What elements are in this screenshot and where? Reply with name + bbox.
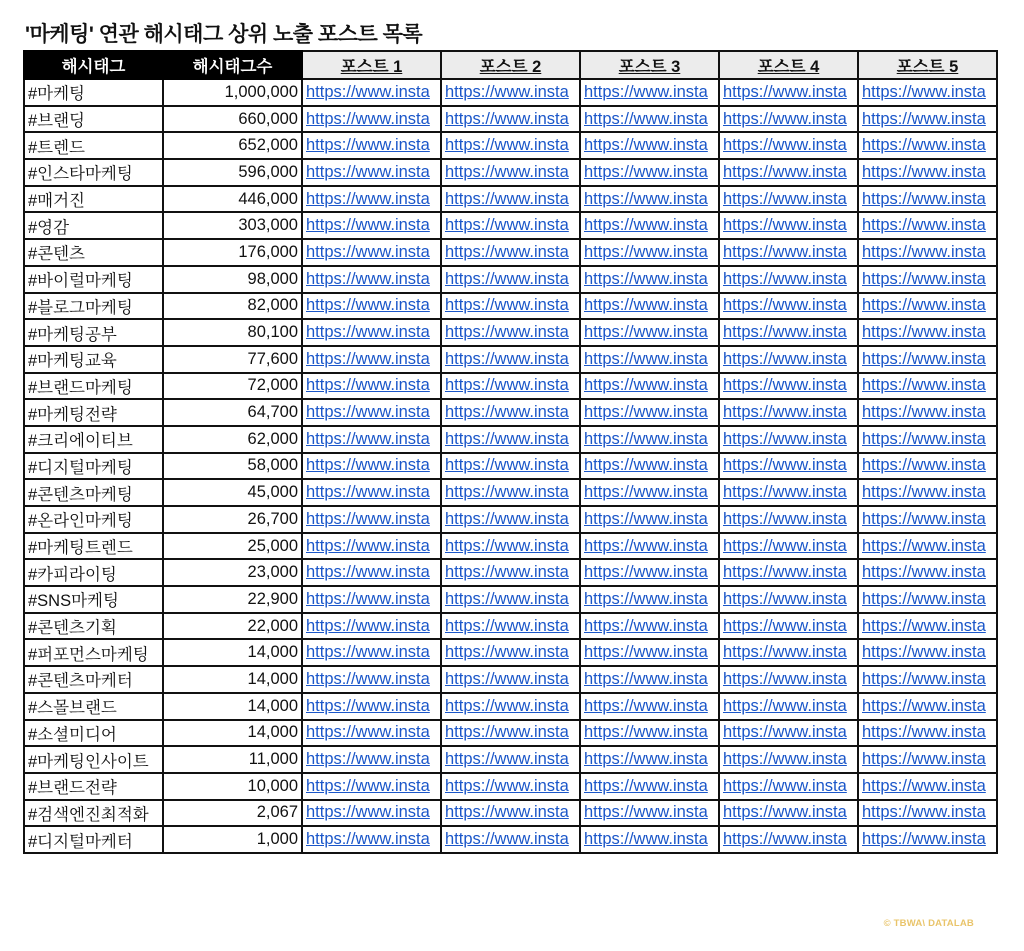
post-5-link[interactable]: https://www.insta: [858, 132, 997, 159]
post-4-link[interactable]: https://www.insta: [719, 373, 858, 400]
header-post-1: 포스트 1: [302, 51, 441, 79]
post-2-link[interactable]: https://www.insta: [441, 746, 580, 773]
post-5-link[interactable]: https://www.insta: [858, 800, 997, 827]
post-3-link[interactable]: https://www.insta: [580, 693, 719, 720]
post-1-link[interactable]: https://www.insta: [302, 800, 441, 827]
post-5-link[interactable]: https://www.insta: [858, 79, 997, 106]
hashtag-cell: #콘텐츠기획: [24, 613, 163, 640]
post-4-link[interactable]: https://www.insta: [719, 506, 858, 533]
post-3-link[interactable]: https://www.insta: [580, 746, 719, 773]
post-1-link[interactable]: https://www.insta: [302, 666, 441, 693]
post-4-link[interactable]: https://www.insta: [719, 773, 858, 800]
post-1-link[interactable]: https://www.insta: [302, 720, 441, 747]
table-header-row: [24, 51, 997, 79]
table-row: [24, 239, 997, 266]
post-4-link[interactable]: https://www.insta: [719, 453, 858, 480]
post-3-link[interactable]: https://www.insta: [580, 586, 719, 613]
hashtag-cell: #디지털마케터: [24, 826, 163, 853]
post-1-link[interactable]: https://www.insta: [302, 106, 441, 133]
post-1-link[interactable]: https://www.insta: [302, 826, 441, 853]
hashtag-count-cell: 652,000: [163, 132, 302, 159]
hashtag-post-table: [23, 50, 998, 854]
hashtag-cell: #스몰브랜드: [24, 693, 163, 720]
post-5-link[interactable]: https://www.insta: [858, 639, 997, 666]
post-2-link[interactable]: https://www.insta: [441, 826, 580, 853]
post-4-link[interactable]: https://www.insta: [719, 666, 858, 693]
copyright-footer: © TBWA\ DATALAB: [883, 918, 974, 929]
table-row: [24, 639, 997, 666]
hashtag-cell: #마케팅공부: [24, 319, 163, 346]
post-1-link[interactable]: https://www.insta: [302, 773, 441, 800]
post-4-link[interactable]: https://www.insta: [719, 720, 858, 747]
post-2-link[interactable]: https://www.insta: [441, 132, 580, 159]
hashtag-count-cell: 446,000: [163, 186, 302, 213]
hashtag-cell: #브랜드전략: [24, 773, 163, 800]
post-2-link[interactable]: https://www.insta: [441, 586, 580, 613]
header-post-2: 포스트 2: [441, 51, 580, 79]
post-2-link[interactable]: https://www.insta: [441, 319, 580, 346]
post-1-link[interactable]: https://www.insta: [302, 506, 441, 533]
post-5-link[interactable]: https://www.insta: [858, 319, 997, 346]
post-5-link[interactable]: https://www.insta: [858, 212, 997, 239]
post-3-link[interactable]: https://www.insta: [580, 346, 719, 373]
post-1-link[interactable]: https://www.insta: [302, 293, 441, 320]
hashtag-cell: #트렌드: [24, 132, 163, 159]
post-2-link[interactable]: https://www.insta: [441, 453, 580, 480]
post-2-link[interactable]: https://www.insta: [441, 239, 580, 266]
hashtag-cell: #콘텐츠마케팅: [24, 479, 163, 506]
table-row: [24, 693, 997, 720]
post-3-link[interactable]: https://www.insta: [580, 613, 719, 640]
post-5-link[interactable]: https://www.insta: [858, 426, 997, 453]
post-4-link[interactable]: https://www.insta: [719, 426, 858, 453]
hashtag-count-cell: 176,000: [163, 239, 302, 266]
post-4-link[interactable]: https://www.insta: [719, 533, 858, 560]
post-4-link[interactable]: https://www.insta: [719, 239, 858, 266]
table-row: [24, 106, 997, 133]
hashtag-cell: #블로그마케팅: [24, 293, 163, 320]
post-3-link[interactable]: https://www.insta: [580, 666, 719, 693]
hashtag-count-cell: 596,000: [163, 159, 302, 186]
post-2-link[interactable]: https://www.insta: [441, 533, 580, 560]
hashtag-count-cell: 2,067: [163, 800, 302, 827]
hashtag-count-cell: 25,000: [163, 533, 302, 560]
post-2-link[interactable]: https://www.insta: [441, 666, 580, 693]
table-row: [24, 586, 997, 613]
table-row: [24, 399, 997, 426]
post-4-link[interactable]: https://www.insta: [719, 613, 858, 640]
post-1-link[interactable]: https://www.insta: [302, 159, 441, 186]
table-row: [24, 826, 997, 853]
post-2-link[interactable]: https://www.insta: [441, 613, 580, 640]
table-row: [24, 800, 997, 827]
hashtag-cell: #검색엔진최적화: [24, 800, 163, 827]
post-1-link[interactable]: https://www.insta: [302, 639, 441, 666]
hashtag-cell: #마케팅트렌드: [24, 533, 163, 560]
table-row: [24, 773, 997, 800]
post-5-link[interactable]: https://www.insta: [858, 746, 997, 773]
post-3-link[interactable]: https://www.insta: [580, 79, 719, 106]
hashtag-cell: #브랜딩: [24, 106, 163, 133]
table-row: [24, 506, 997, 533]
post-3-link[interactable]: https://www.insta: [580, 639, 719, 666]
hashtag-count-cell: 72,000: [163, 373, 302, 400]
hashtag-count-cell: 660,000: [163, 106, 302, 133]
post-4-link[interactable]: https://www.insta: [719, 639, 858, 666]
post-2-link[interactable]: https://www.insta: [441, 346, 580, 373]
post-4-link[interactable]: https://www.insta: [719, 319, 858, 346]
table-row: [24, 453, 997, 480]
post-2-link[interactable]: https://www.insta: [441, 186, 580, 213]
hashtag-cell: #마케팅: [24, 79, 163, 106]
post-1-link[interactable]: https://www.insta: [302, 346, 441, 373]
post-2-link[interactable]: https://www.insta: [441, 479, 580, 506]
post-4-link[interactable]: https://www.insta: [719, 693, 858, 720]
post-5-link[interactable]: https://www.insta: [858, 693, 997, 720]
post-4-link[interactable]: https://www.insta: [719, 132, 858, 159]
post-5-link[interactable]: https://www.insta: [858, 720, 997, 747]
post-4-link[interactable]: https://www.insta: [719, 826, 858, 853]
post-4-link[interactable]: https://www.insta: [719, 293, 858, 320]
table-row: [24, 720, 997, 747]
table-row: [24, 293, 997, 320]
hashtag-cell: #마케팅교육: [24, 346, 163, 373]
table-row: [24, 346, 997, 373]
post-3-link[interactable]: https://www.insta: [580, 159, 719, 186]
post-5-link[interactable]: https://www.insta: [858, 773, 997, 800]
table-body: [24, 79, 997, 853]
header-post-3: 포스트 3: [580, 51, 719, 79]
post-1-link[interactable]: https://www.insta: [302, 559, 441, 586]
post-1-link[interactable]: https://www.insta: [302, 132, 441, 159]
table-row: [24, 613, 997, 640]
hashtag-cell: #콘텐츠마케터: [24, 666, 163, 693]
post-3-link[interactable]: https://www.insta: [580, 239, 719, 266]
hashtag-cell: #디지털마케팅: [24, 453, 163, 480]
post-2-link[interactable]: https://www.insta: [441, 720, 580, 747]
hashtag-count-cell: 77,600: [163, 346, 302, 373]
hashtag-count-cell: 23,000: [163, 559, 302, 586]
hashtag-count-cell: 11,000: [163, 746, 302, 773]
post-1-link[interactable]: https://www.insta: [302, 746, 441, 773]
post-1-link[interactable]: https://www.insta: [302, 373, 441, 400]
post-5-link[interactable]: https://www.insta: [858, 293, 997, 320]
post-2-link[interactable]: https://www.insta: [441, 773, 580, 800]
hashtag-cell: #마케팅전략: [24, 399, 163, 426]
post-4-link[interactable]: https://www.insta: [719, 159, 858, 186]
post-3-link[interactable]: https://www.insta: [580, 373, 719, 400]
post-4-link[interactable]: https://www.insta: [719, 212, 858, 239]
post-2-link[interactable]: https://www.insta: [441, 399, 580, 426]
hashtag-cell: #인스타마케팅: [24, 159, 163, 186]
hashtag-count-cell: 80,100: [163, 319, 302, 346]
post-3-link[interactable]: https://www.insta: [580, 479, 719, 506]
post-2-link[interactable]: https://www.insta: [441, 800, 580, 827]
post-3-link[interactable]: https://www.insta: [580, 826, 719, 853]
post-2-link[interactable]: https://www.insta: [441, 79, 580, 106]
post-5-link[interactable]: https://www.insta: [858, 346, 997, 373]
post-3-link[interactable]: https://www.insta: [580, 132, 719, 159]
table-row: [24, 533, 997, 560]
post-3-link[interactable]: https://www.insta: [580, 266, 719, 293]
hashtag-count-cell: 45,000: [163, 479, 302, 506]
post-3-link[interactable]: https://www.insta: [580, 453, 719, 480]
hashtag-cell: #브랜드마케팅: [24, 373, 163, 400]
hashtag-count-cell: 303,000: [163, 212, 302, 239]
hashtag-cell: #카피라이팅: [24, 559, 163, 586]
hashtag-cell: #바이럴마케팅: [24, 266, 163, 293]
post-4-link[interactable]: https://www.insta: [719, 800, 858, 827]
post-5-link[interactable]: https://www.insta: [858, 586, 997, 613]
post-3-link[interactable]: https://www.insta: [580, 212, 719, 239]
post-5-link[interactable]: https://www.insta: [858, 186, 997, 213]
post-5-link[interactable]: https://www.insta: [858, 399, 997, 426]
post-2-link[interactable]: https://www.insta: [441, 559, 580, 586]
hashtag-cell: #퍼포먼스마케팅: [24, 639, 163, 666]
page-title: '마케팅' 연관 해시태그 상위 노출 포스트 목록: [25, 23, 423, 46]
hashtag-count-cell: 58,000: [163, 453, 302, 480]
post-1-link[interactable]: https://www.insta: [302, 79, 441, 106]
table-row: [24, 426, 997, 453]
hashtag-cell: #영감: [24, 212, 163, 239]
hashtag-count-cell: 26,700: [163, 506, 302, 533]
post-1-link[interactable]: https://www.insta: [302, 479, 441, 506]
header-hashtag: 해시태그: [24, 51, 163, 79]
post-1-link[interactable]: https://www.insta: [302, 399, 441, 426]
post-1-link[interactable]: https://www.insta: [302, 266, 441, 293]
post-5-link[interactable]: https://www.insta: [858, 826, 997, 853]
post-5-link[interactable]: https://www.insta: [858, 506, 997, 533]
hashtag-cell: #소셜미디어: [24, 720, 163, 747]
hashtag-count-cell: 10,000: [163, 773, 302, 800]
hashtag-cell: #매거진: [24, 186, 163, 213]
post-3-link[interactable]: https://www.insta: [580, 720, 719, 747]
table-row: [24, 666, 997, 693]
post-2-link[interactable]: https://www.insta: [441, 293, 580, 320]
post-5-link[interactable]: https://www.insta: [858, 666, 997, 693]
hashtag-count-cell: 62,000: [163, 426, 302, 453]
post-3-link[interactable]: https://www.insta: [580, 506, 719, 533]
post-5-link[interactable]: https://www.insta: [858, 266, 997, 293]
post-3-link[interactable]: https://www.insta: [580, 106, 719, 133]
post-3-link[interactable]: https://www.insta: [580, 533, 719, 560]
post-5-link[interactable]: https://www.insta: [858, 239, 997, 266]
post-5-link[interactable]: https://www.insta: [858, 613, 997, 640]
post-3-link[interactable]: https://www.insta: [580, 186, 719, 213]
post-1-link[interactable]: https://www.insta: [302, 453, 441, 480]
hashtag-count-cell: 14,000: [163, 693, 302, 720]
table-row: [24, 319, 997, 346]
post-4-link[interactable]: https://www.insta: [719, 746, 858, 773]
hashtag-cell: #크리에이티브: [24, 426, 163, 453]
post-1-link[interactable]: https://www.insta: [302, 613, 441, 640]
table-row: [24, 266, 997, 293]
post-4-link[interactable]: https://www.insta: [719, 106, 858, 133]
post-1-link[interactable]: https://www.insta: [302, 586, 441, 613]
table-row: [24, 186, 997, 213]
hashtag-count-cell: 82,000: [163, 293, 302, 320]
post-2-link[interactable]: https://www.insta: [441, 266, 580, 293]
table-row: [24, 746, 997, 773]
post-3-link[interactable]: https://www.insta: [580, 773, 719, 800]
table-row: [24, 159, 997, 186]
post-5-link[interactable]: https://www.insta: [858, 373, 997, 400]
hashtag-count-cell: 14,000: [163, 720, 302, 747]
post-1-link[interactable]: https://www.insta: [302, 319, 441, 346]
hashtag-count-cell: 64,700: [163, 399, 302, 426]
post-2-link[interactable]: https://www.insta: [441, 212, 580, 239]
hashtag-count-cell: 22,000: [163, 613, 302, 640]
header-post-4: 포스트 4: [719, 51, 858, 79]
hashtag-cell: #SNS마케팅: [24, 586, 163, 613]
table-row: [24, 79, 997, 106]
post-1-link[interactable]: https://www.insta: [302, 533, 441, 560]
post-2-link[interactable]: https://www.insta: [441, 159, 580, 186]
post-4-link[interactable]: https://www.insta: [719, 266, 858, 293]
post-5-link[interactable]: https://www.insta: [858, 559, 997, 586]
post-4-link[interactable]: https://www.insta: [719, 346, 858, 373]
post-2-link[interactable]: https://www.insta: [441, 639, 580, 666]
hashtag-cell: #마케팅인사이트: [24, 746, 163, 773]
post-4-link[interactable]: https://www.insta: [719, 79, 858, 106]
hashtag-count-cell: 22,900: [163, 586, 302, 613]
post-5-link[interactable]: https://www.insta: [858, 479, 997, 506]
header-hashtag-count: 해시태그수: [163, 51, 302, 79]
hashtag-cell: #온라인마케팅: [24, 506, 163, 533]
post-3-link[interactable]: https://www.insta: [580, 319, 719, 346]
hashtag-count-cell: 1,000: [163, 826, 302, 853]
post-4-link[interactable]: https://www.insta: [719, 586, 858, 613]
post-5-link[interactable]: https://www.insta: [858, 453, 997, 480]
post-1-link[interactable]: https://www.insta: [302, 186, 441, 213]
post-1-link[interactable]: https://www.insta: [302, 426, 441, 453]
post-4-link[interactable]: https://www.insta: [719, 399, 858, 426]
post-1-link[interactable]: https://www.insta: [302, 239, 441, 266]
post-2-link[interactable]: https://www.insta: [441, 426, 580, 453]
header-post-5: 포스트 5: [858, 51, 997, 79]
table-row: [24, 559, 997, 586]
post-3-link[interactable]: https://www.insta: [580, 800, 719, 827]
hashtag-count-cell: 14,000: [163, 639, 302, 666]
post-2-link[interactable]: https://www.insta: [441, 373, 580, 400]
post-2-link[interactable]: https://www.insta: [441, 693, 580, 720]
post-3-link[interactable]: https://www.insta: [580, 426, 719, 453]
hashtag-count-cell: 1,000,000: [163, 79, 302, 106]
post-5-link[interactable]: https://www.insta: [858, 106, 997, 133]
post-2-link[interactable]: https://www.insta: [441, 506, 580, 533]
hashtag-count-cell: 98,000: [163, 266, 302, 293]
post-2-link[interactable]: https://www.insta: [441, 106, 580, 133]
post-5-link[interactable]: https://www.insta: [858, 159, 997, 186]
post-1-link[interactable]: https://www.insta: [302, 212, 441, 239]
post-4-link[interactable]: https://www.insta: [719, 559, 858, 586]
table-row: [24, 132, 997, 159]
post-3-link[interactable]: https://www.insta: [580, 399, 719, 426]
post-5-link[interactable]: https://www.insta: [858, 533, 997, 560]
post-3-link[interactable]: https://www.insta: [580, 559, 719, 586]
post-4-link[interactable]: https://www.insta: [719, 186, 858, 213]
hashtag-count-cell: 14,000: [163, 666, 302, 693]
table-row: [24, 373, 997, 400]
post-4-link[interactable]: https://www.insta: [719, 479, 858, 506]
table-row: [24, 212, 997, 239]
post-1-link[interactable]: https://www.insta: [302, 693, 441, 720]
post-3-link[interactable]: https://www.insta: [580, 293, 719, 320]
hashtag-cell: #콘텐츠: [24, 239, 163, 266]
table-row: [24, 479, 997, 506]
